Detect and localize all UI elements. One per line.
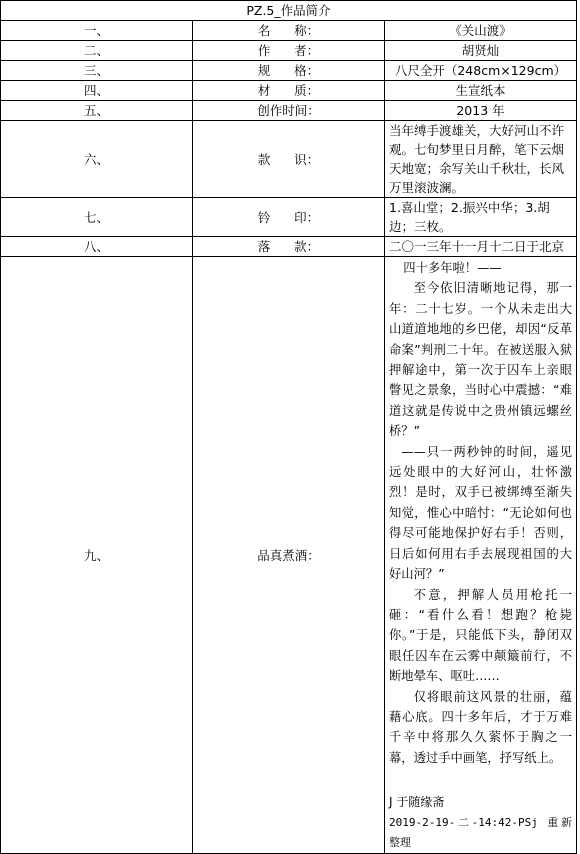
row-value-seals: 1.喜山堂；2.振兴中华；3.胡边；三枚。 [385,198,577,237]
row-label: 钤 印： [193,198,385,237]
essay-body [385,257,577,854]
row-material [1,81,577,101]
row-number: 二、 [1,41,193,61]
row-value-signoff: 二〇一三年十一月十二日于北京 [385,237,577,257]
row-number: 四、 [1,81,193,101]
row-date [1,101,577,121]
row-signoff [1,237,577,257]
revision-timestamp: 2019-2-19-二-14:42-PSj 重新整理 [389,815,572,849]
essay-paragraph: 四十多年啦！—— [403,261,502,275]
row-label: 名 称： [193,21,385,41]
row-value-title: 《关山渡》 [385,21,577,41]
row-value-material: 生宣纸本 [385,81,577,101]
row-label: 落 款： [193,237,385,257]
row-value-inscription: 当年缚手渡雄关，大好河山不许观。七旬梦里日月醉，笔下云烟天地宽；余写关山千秋壮，长风万里滚波澜。 [385,121,577,198]
row-value-date: 2013 年 [385,101,577,121]
row-number: 七、 [1,198,193,237]
row-number: 一、 [1,21,193,41]
row-essay [1,257,577,854]
row-label: 款 识： [193,121,385,198]
row-size [1,61,577,81]
row-author [1,41,577,61]
table-title: PZ.5_作品简介 [1,1,577,21]
essay-paragraph: 仅将眼前这风景的壮丽，蕴藉心底。四十多年后，才于万难千辛中将那久久萦怀于胸之一幕，透过手中画笔，抒写纸上。 [389,689,572,765]
row-name [1,21,577,41]
row-number: 五、 [1,101,193,121]
row-label: 材 质： [193,81,385,101]
row-value-size: 八尺全开（248cm×129cm） [385,61,577,81]
row-inscription [1,121,577,198]
row-label: 作 者： [193,41,385,61]
row-label: 品真煮酒： [193,257,385,854]
row-value-author: 胡贤灿 [385,41,577,61]
essay-paragraph: 不意，押解人员用枪托一砸：“看什么看！想跑？枪毙你。”于是，只能低下头，静闭双眼任囚车在云雾中颠簸前行，不断地晕车、呕吐…… [389,587,572,684]
row-number: 八、 [1,237,193,257]
essay-paragraph: ——只一两秒钟的时间，遥见远处眼中的大好河山，壮怀激烈！是时，双手已被绑缚至渐失知觉，惟心中暗忖：“无论如何也得尽可能地保护好右手！否则，日后如何用右手去展现祖国的大好山河？” [389,444,572,582]
row-number: 六、 [1,121,193,198]
row-label: 规 格： [193,61,385,81]
row-label: 创作时间： [193,101,385,121]
row-seals [1,198,577,237]
row-number: 三、 [1,61,193,81]
title-row [1,1,577,21]
essay-paragraph: 至今依旧清晰地记得，那一年：二十七岁。一个从未走出大山道道地地的乡巴佬，却因“反革命案”判刑二十年。在被送服入狱押解途中，第一次于囚车上亲眼瞥见之景象，当时心中震撼：“难道这就是传说中之贵州镇远螺丝桥？” [389,281,572,439]
signature: J 于随缘斋 [389,795,445,810]
row-number: 九、 [1,257,193,854]
